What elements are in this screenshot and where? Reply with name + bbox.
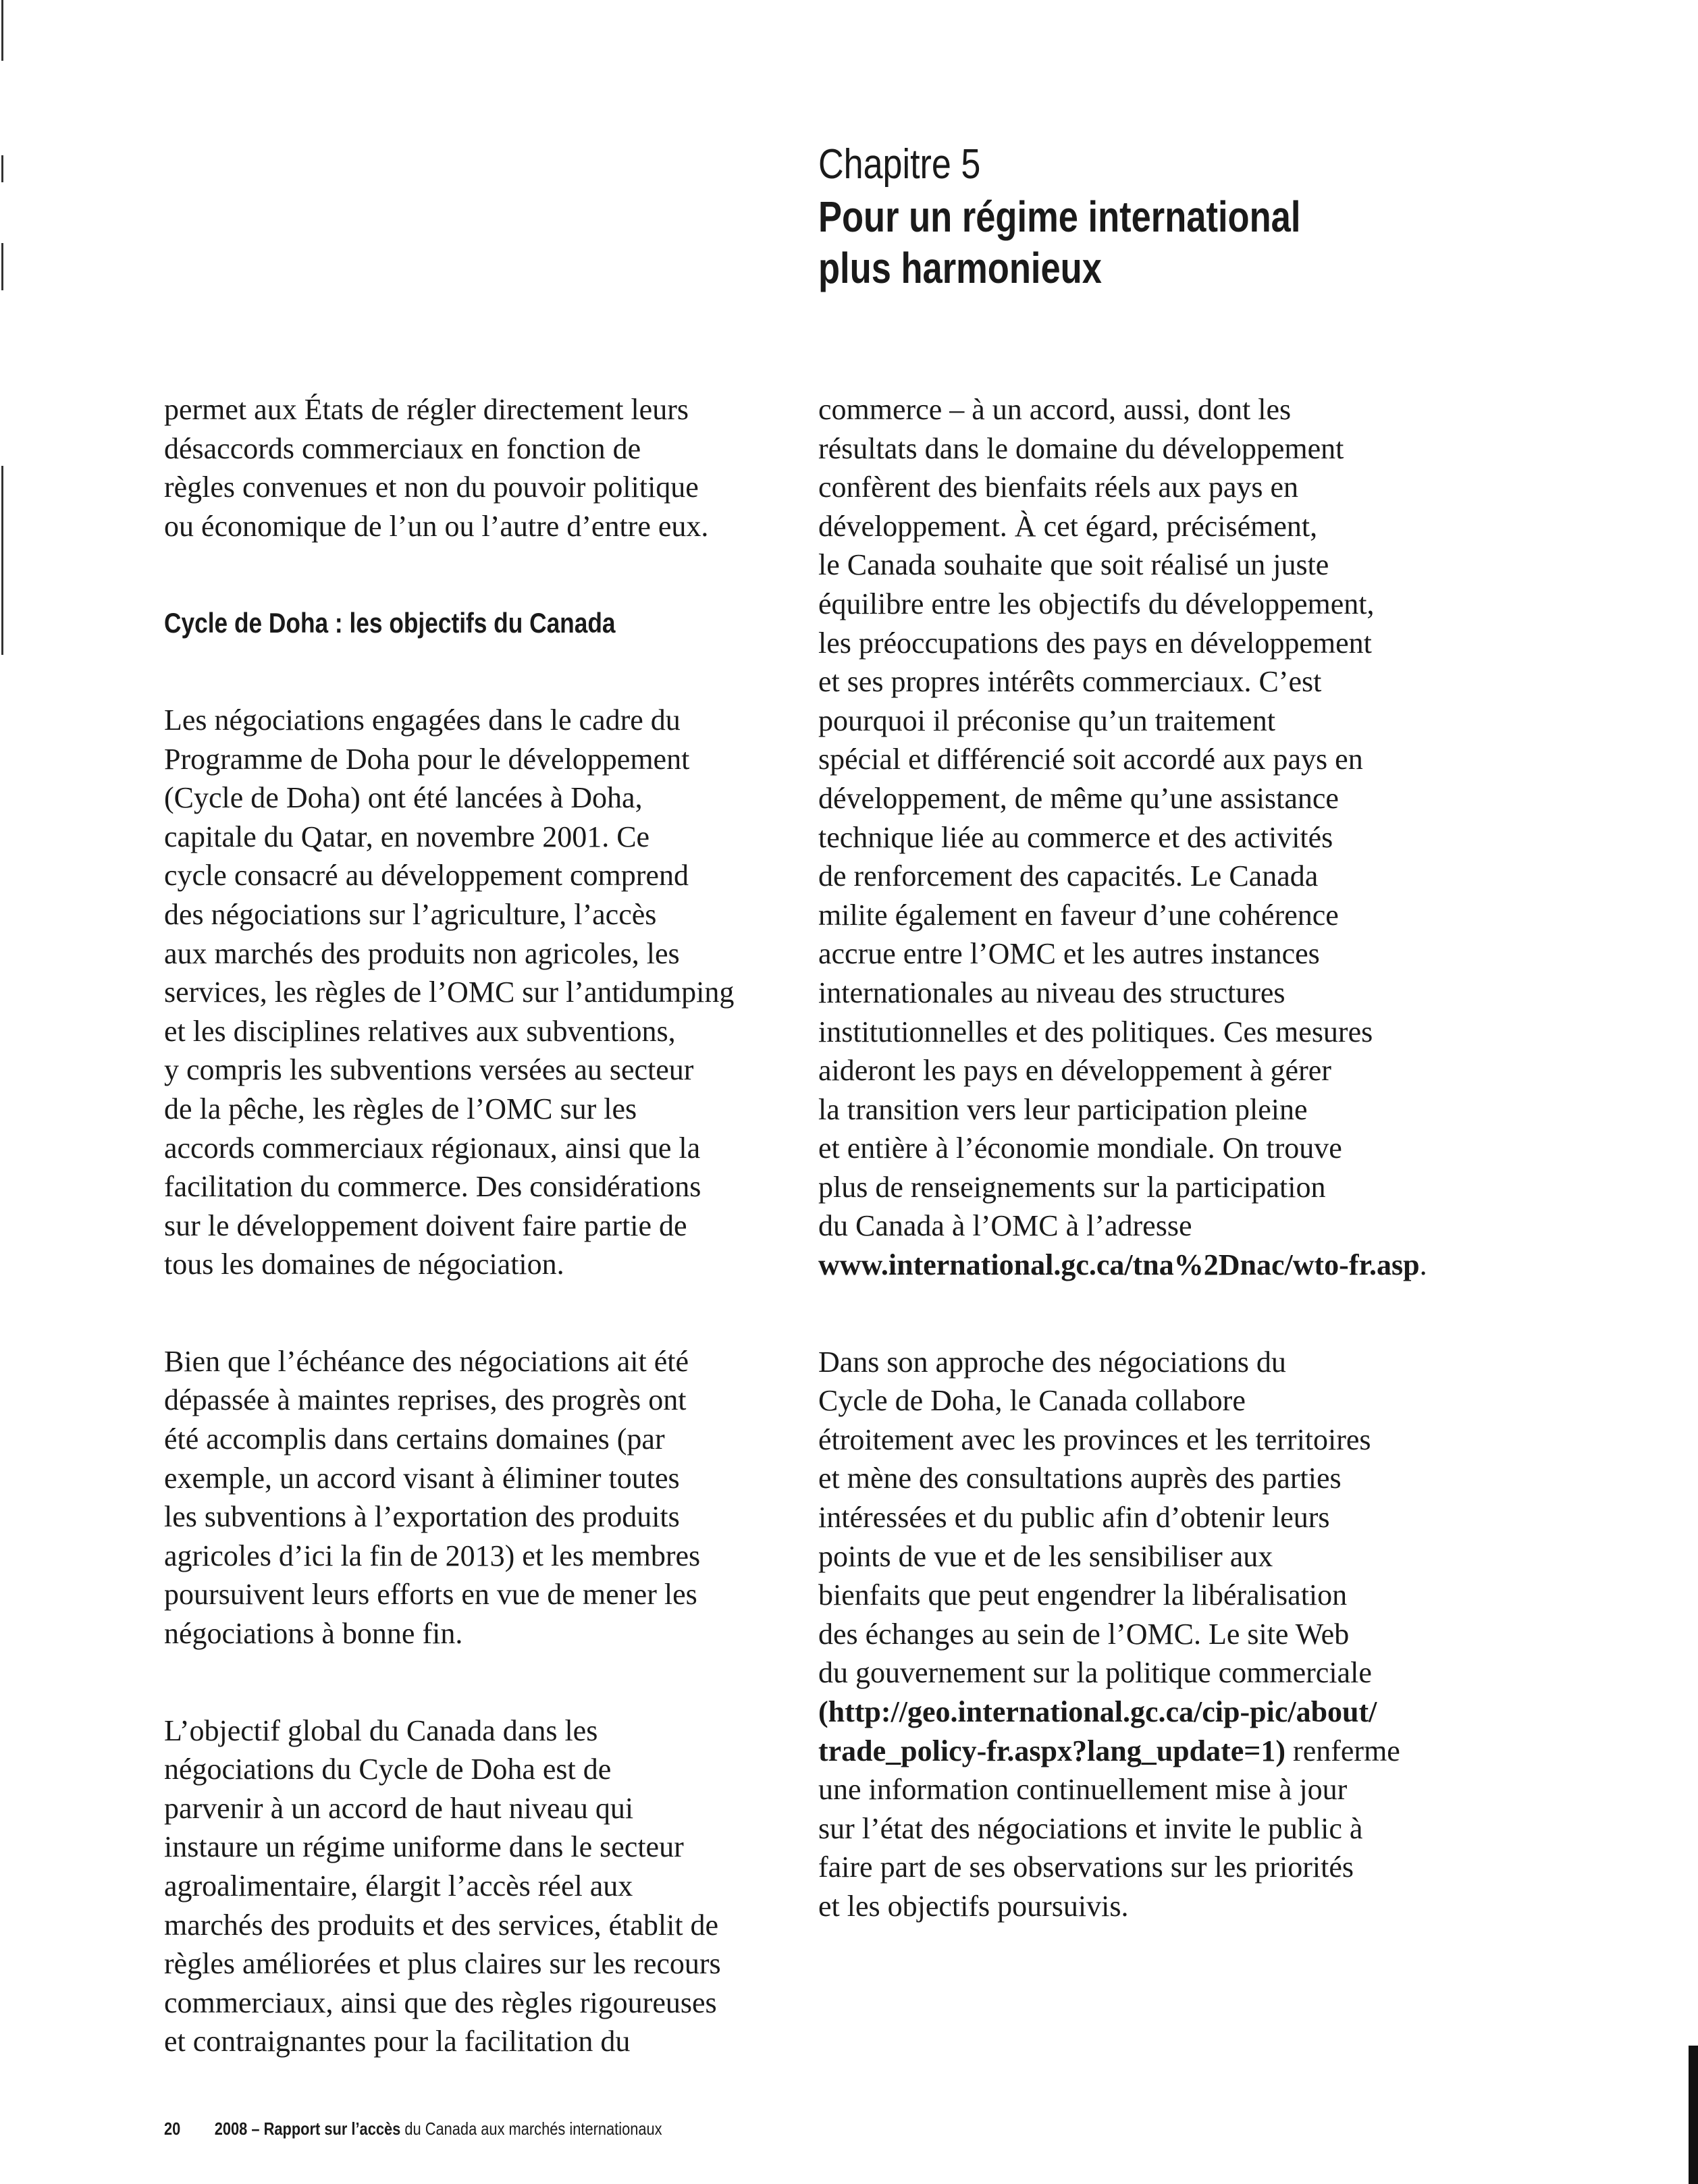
text-line: sur le développement doivent faire partie de — [164, 1208, 687, 1242]
text-line: parvenir à un accord de haut niveau qui — [164, 1791, 634, 1825]
right-column — [818, 390, 1493, 1984]
text-line: institutionnelles et des politiques. Ces mesures — [818, 1015, 1373, 1048]
text-line: des échanges au sein de l’OMC. Le site Web — [818, 1617, 1350, 1651]
page-footer — [164, 2119, 662, 2139]
text-line: accords commerciaux régionaux, ainsi que la — [164, 1131, 701, 1165]
text-line: aideront les pays en développement à gérer — [818, 1054, 1331, 1088]
text-line: du Canada à l’OMC à l’adresse — [818, 1209, 1192, 1243]
text-line: internationales au niveau des structures — [818, 976, 1285, 1009]
text-line: marchés des produits et des services, établit de — [164, 1908, 719, 1942]
text-line — [818, 1732, 1493, 1771]
text-line: spécial et différencié soit accordé aux pays en — [818, 743, 1363, 776]
text-line: capitale du Qatar, en novembre 2001. Ce — [164, 820, 650, 853]
text-line: L’objectif global du Canada dans les — [164, 1713, 598, 1747]
text-line: Cycle de Doha, le Canada collabore — [818, 1384, 1246, 1418]
link-period: . — [1419, 1248, 1427, 1282]
paragraph — [818, 1343, 1493, 1926]
text-line: commerce – à un accord, aussi, dont les — [818, 393, 1292, 426]
text-line: étroitement avec les provinces et les territoires — [818, 1422, 1371, 1456]
text-line: et les objectifs poursuivis. — [818, 1889, 1129, 1923]
text-line: exemple, un accord visant à éliminer toutes — [164, 1461, 680, 1495]
text-line: été accomplis dans certains domaines (par — [164, 1422, 665, 1456]
text-line: résultats dans le domaine du développement — [818, 431, 1344, 465]
text-line: les subventions à l’exportation des produits — [164, 1500, 680, 1534]
text-line: poursuivent leurs efforts en vue de mener les — [164, 1578, 697, 1612]
text-line: agricoles d’ici la fin de 2013) et les membres — [164, 1539, 701, 1572]
text-line: développement, de même qu’une assistance — [818, 781, 1339, 815]
text-line: le Canada souhaite que soit réalisé un juste — [818, 548, 1329, 582]
paragraph — [164, 1711, 839, 2061]
text-line: points de vue et de les sensibiliser aux — [818, 1539, 1273, 1573]
text-line: développement. À cet égard, précisément, — [818, 509, 1318, 543]
paragraph — [164, 1342, 839, 1653]
page-number: 20 — [164, 2119, 181, 2139]
text-line: équilibre entre les objectifs du développement, — [818, 587, 1375, 620]
text-line: règles améliorées et plus claires sur les recours — [164, 1947, 721, 1981]
text-line: et les disciplines relatives aux subventions, — [164, 1014, 676, 1048]
footer-report-title: Rapport sur l’accès — [263, 2119, 401, 2139]
text-line: milite également en faveur d’une cohérence — [818, 898, 1339, 932]
scan-edge-mark — [1, 243, 3, 290]
text-line: négociations à bonne fin. — [164, 1617, 463, 1651]
paragraph — [818, 390, 1493, 1285]
scan-edge-mark — [1, 0, 3, 61]
wto-link[interactable]: www.international.gc.ca/tna%2Dnac/wto-fr.asp — [818, 1248, 1420, 1282]
text-line: Bien que l’échéance des négociations ait été — [164, 1344, 689, 1378]
footer-report-subtitle: du Canada aux marchés internationaux — [400, 2119, 662, 2139]
scan-edge-mark — [1, 466, 3, 655]
text-line: cycle consacré au développement comprend — [164, 859, 689, 893]
text-line: facilitation du commerce. Des considérations — [164, 1170, 701, 1204]
footer-year: 2008 — [214, 2119, 248, 2139]
text-line: technique liée au commerce et des activités — [818, 820, 1333, 854]
text-line: du gouvernement sur la politique commerciale — [818, 1656, 1372, 1690]
trade-policy-link-line-1[interactable]: (http://geo.international.gc.ca/cip-pic/about/ — [818, 1695, 1377, 1728]
chapter-title-line-2: plus harmonieux — [818, 244, 1102, 292]
text-line: agroalimentaire, élargit l’accès réel aux — [164, 1869, 633, 1902]
text-line: désaccords commerciaux en fonction de — [164, 431, 641, 465]
trade-policy-link-line-2[interactable]: trade_policy-fr.aspx?lang_update=1) — [818, 1734, 1286, 1767]
chapter-title-line-1: Pour un régime international — [818, 192, 1301, 241]
text-line: les préoccupations des pays en développement — [818, 626, 1372, 660]
text-line: commerciaux, ainsi que des règles rigoureuses — [164, 1986, 717, 2019]
text-line: pourquoi il préconise qu’un traitement — [818, 703, 1275, 737]
text-line: Les négociations engagées dans le cadre du — [164, 703, 681, 737]
text-line: intéressées et du public afin d’obtenir leurs — [818, 1501, 1330, 1535]
text-line: Programme de Doha pour le développement — [164, 742, 690, 776]
text-line: dépassée à maintes reprises, des progrès ont — [164, 1383, 687, 1417]
text-line: faire part de ses observations sur les priorités — [818, 1850, 1354, 1884]
text-line: y compris les subventions versées au secteur — [164, 1053, 694, 1087]
text-line: négociations du Cycle de Doha est de — [164, 1753, 612, 1786]
chapter-header — [818, 138, 1595, 294]
text-line: et contraignantes pour la facilitation du — [164, 2025, 631, 2058]
text-line: des négociations sur l’agriculture, l’accès — [164, 897, 657, 931]
footer-dash: – — [247, 2119, 264, 2139]
text-line: ou économique de l’un ou l’autre d’entre eux. — [164, 509, 709, 543]
left-column — [164, 390, 839, 2119]
text-line: plus de renseignements sur la participation — [818, 1170, 1326, 1204]
text-line: et entière à l’économie mondiale. On trouve — [818, 1131, 1342, 1165]
text-line: confèrent des bienfaits réels aux pays en — [818, 471, 1299, 504]
paragraph — [164, 390, 839, 545]
paragraph — [164, 701, 839, 1284]
text-line: instaure un régime uniforme dans le secteur — [164, 1830, 684, 1864]
text-line: accrue entre l’OMC et les autres instances — [818, 937, 1320, 971]
text-line: services, les règles de l’OMC sur l’antidumping — [164, 976, 735, 1009]
after-link-text: renferme — [1285, 1734, 1400, 1767]
chapter-label: Chapitre 5 — [818, 141, 981, 188]
text-line: (Cycle de Doha) ont été lancées à Doha, — [164, 781, 643, 815]
scan-edge-mark — [1, 155, 3, 182]
text-line: Dans son approche des négociations du — [818, 1345, 1286, 1379]
text-line: permet aux États de régler directement leurs — [164, 393, 689, 426]
text-line: une information continuellement mise à jour — [818, 1773, 1348, 1807]
text-line: la transition vers leur participation pleine — [818, 1092, 1308, 1126]
text-line: tous les domaines de négociation. — [164, 1248, 564, 1281]
text-line: de la pêche, les règles de l’OMC sur les — [164, 1092, 637, 1125]
text-line — [818, 1246, 1493, 1285]
chapter-title — [818, 191, 1455, 294]
text-line: règles convenues et non du pouvoir politique — [164, 471, 699, 504]
scan-edge-bar — [1689, 2046, 1698, 2184]
section-heading: Cycle de Doha : les objectifs du Canada — [164, 607, 616, 639]
text-line: et ses propres intérêts commerciaux. C’est — [818, 665, 1322, 699]
text-line: et mène des consultations auprès des parties — [818, 1462, 1342, 1495]
text-line: de renforcement des capacités. Le Canada — [818, 859, 1319, 893]
text-line: sur l’état des négociations et invite le public à — [818, 1811, 1363, 1845]
text-line: aux marchés des produits non agricoles, les — [164, 936, 680, 970]
text-line: bienfaits que peut engendrer la libéralisation — [818, 1578, 1348, 1612]
